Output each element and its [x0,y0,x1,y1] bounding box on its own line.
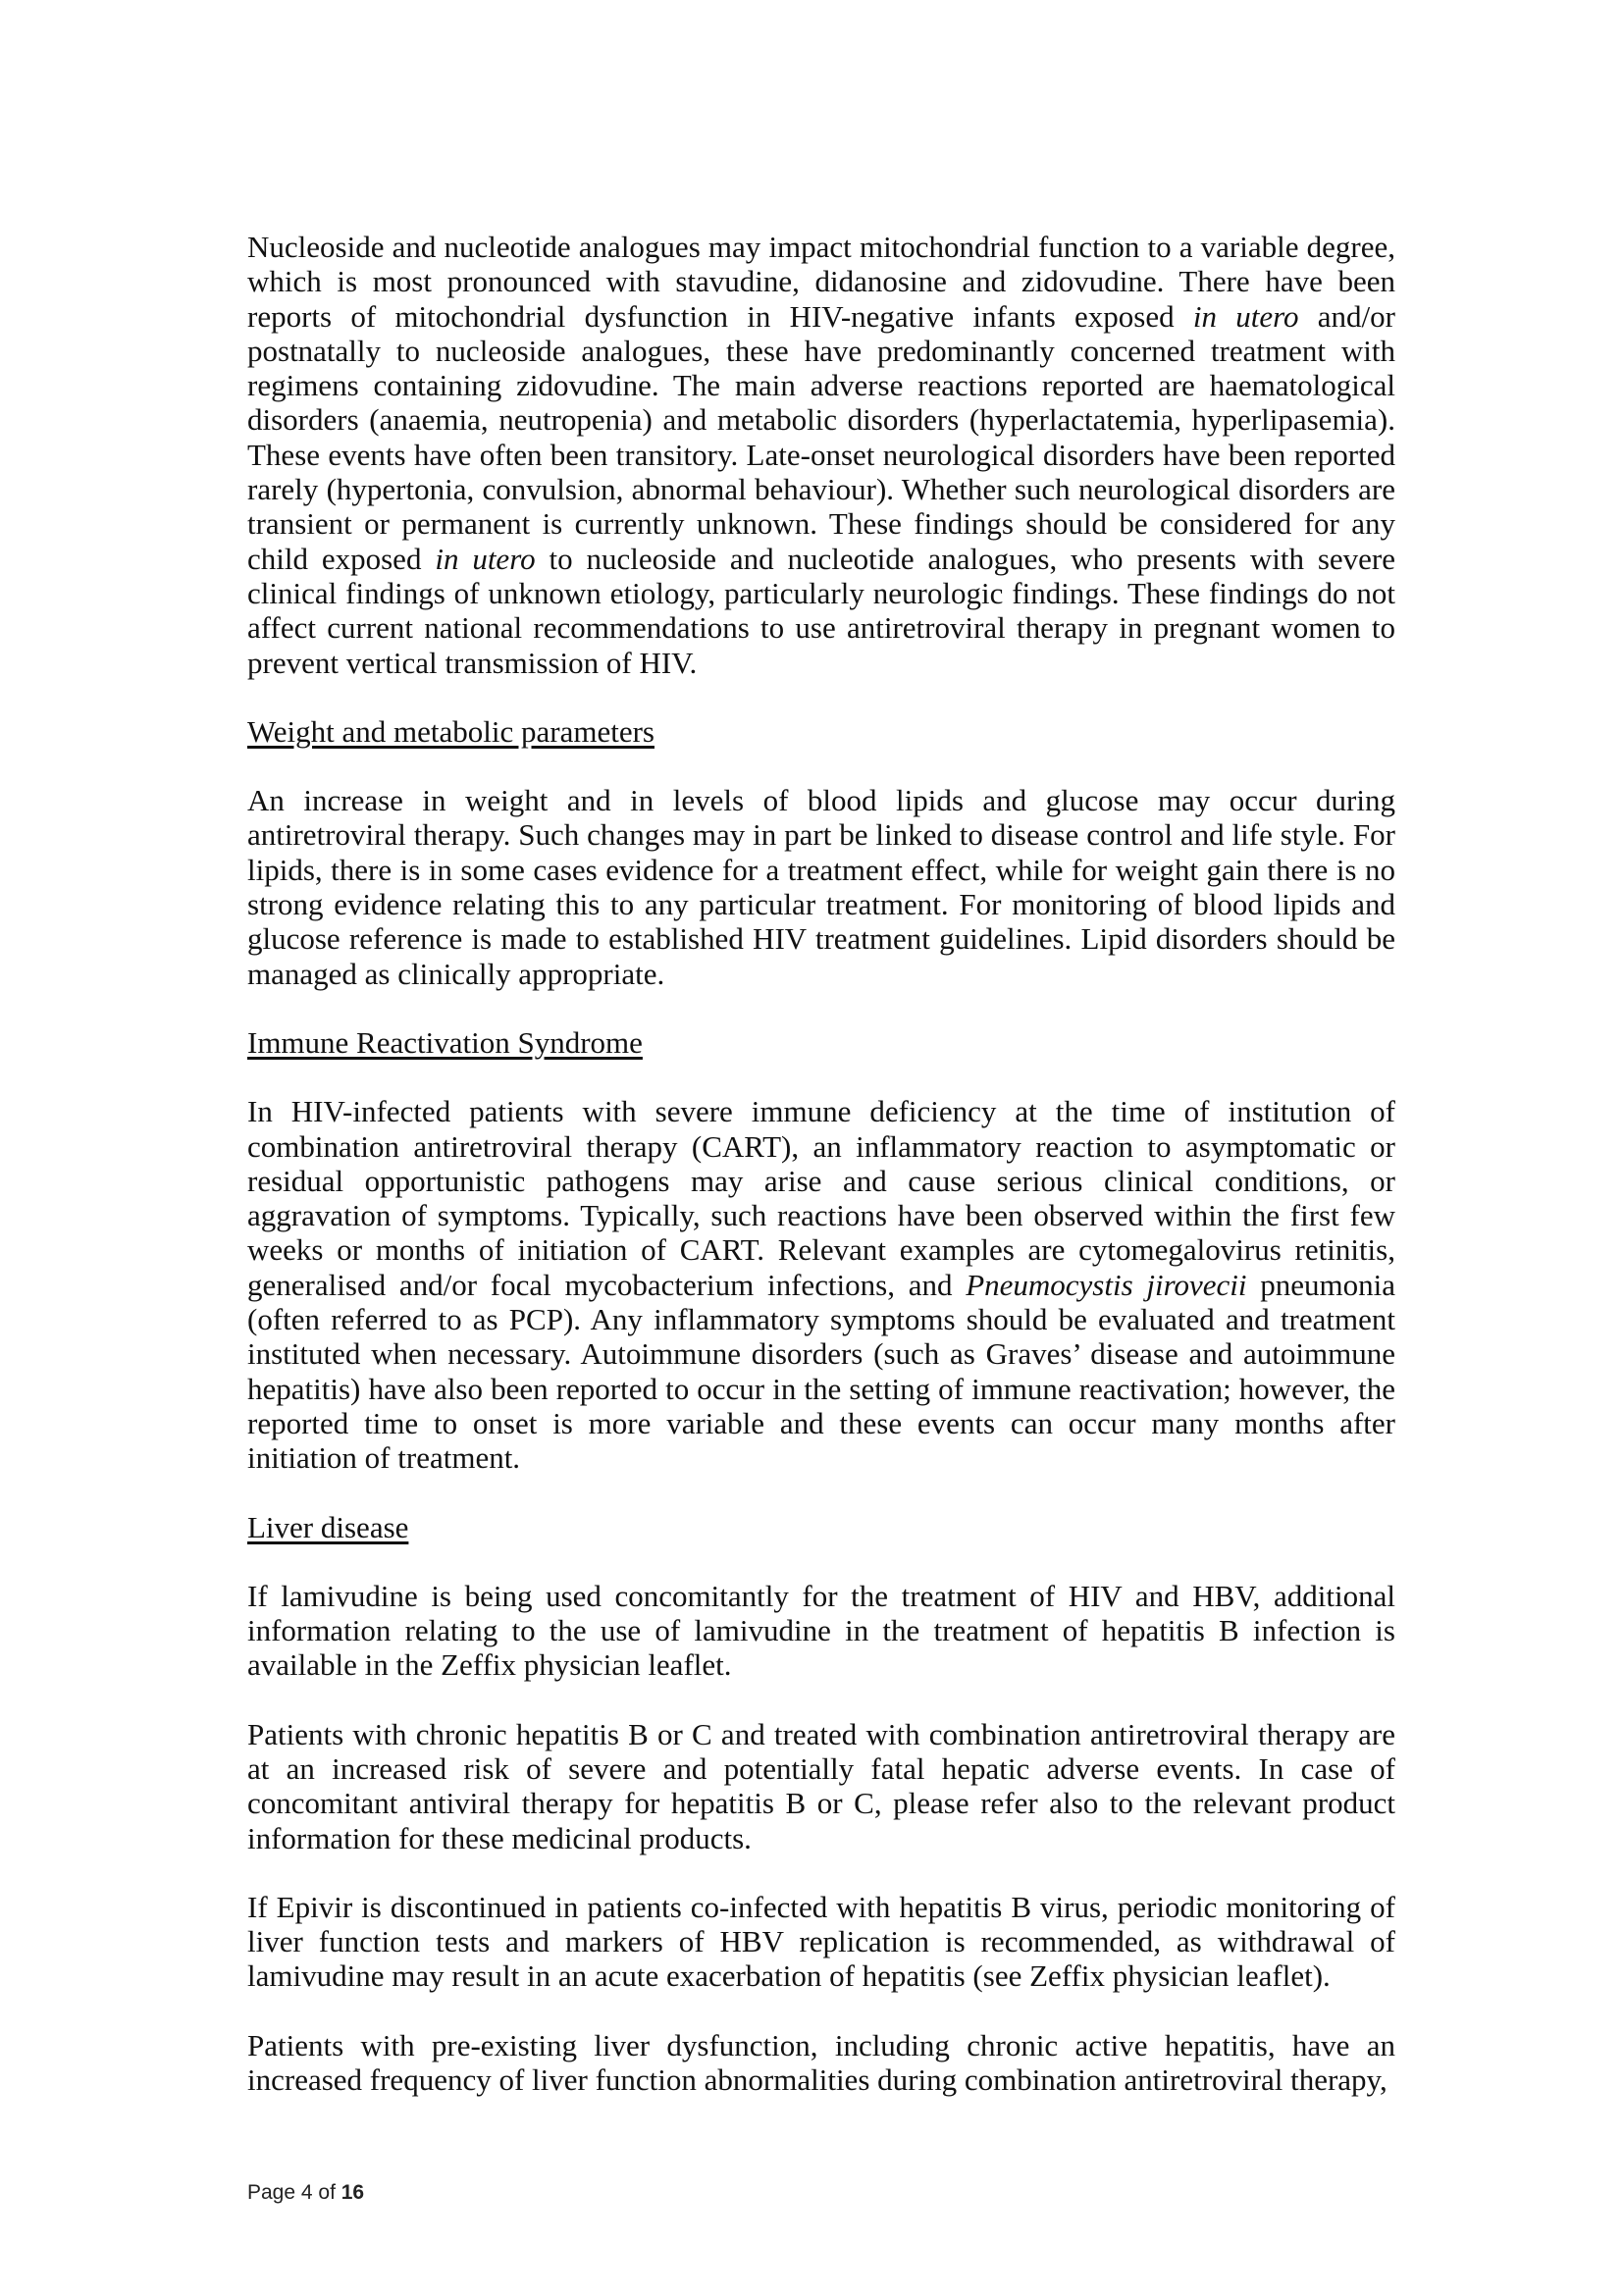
paragraph-mitochondrial-function [247,230,1395,680]
paragraph-liver-2: Patients with chronic hepatitis B or C and treated with combination antiretroviral therapy are at an increased risk of severe and potentially fatal hepatic adverse events. In case of concomitant antiviral therapy for hepatitis B or C, please refer also to the relevant product information for these medicinal products. [247,1716,1395,1855]
italic-term: in utero [1192,298,1299,334]
page-body [247,230,1395,2131]
italic-term: Pneumocystis jirovecii [966,1267,1247,1302]
text-run: pneumonia (often referred to as PCP). Any inflammatory symptoms should be evaluated and treatment instituted when necessary. Autoimmune disorders (such as Graves’ disease and autoimmune hepatitis) have also been reported to occur in the setting of immune reactivation; however, the reported time to onset is more variable and these events can occur many months after initiation of treatment. [247,1267,1395,1476]
section-heading-weight: Weight and metabolic parameters [247,713,654,749]
section-heading-liver: Liver disease [247,1509,409,1544]
text-run: and/or postnatally to nucleoside analogues, these have predominantly concerned treatment with regimens containing zidovudine. The main adverse reactions reported are haematological disorders (anaemia, neutropenia) and metabolic disorders (hyperlactatemia, hyperlipasemia). These events have often been transitory. Late-onset neurological disorders have been reported rarely (hypertonia, convulsion, abnormal behaviour). Whether such neurological disorders are transient or permanent is currently unknown. These findings should be considered for any child exposed [247,298,1395,576]
text-run: to nucleoside and nucleotide analogues, who presents with severe clinical findings of unknown etiology, particularly neurologic findings. These findings do not affect current national recommendations to use antiretroviral therapy in pregnant women to prevent vertical transmission of HIV. [247,541,1395,680]
paragraph-liver-1: If lamivudine is being used concomitantly for the treatment of HIV and HBV, additional information relating to the use of lamivudine in the treatment of hepatitis B infection is available in the Zeffix physician leaflet. [247,1578,1395,1683]
paragraph-weight-metabolic: An increase in weight and in levels of blood lipids and glucose may occur during antiretroviral therapy. Such changes may in part be linked to disease control and life style. For lipids, there is in some cases evidence for a treatment effect, while for weight gain there is no strong evidence relating this to any particular treatment. For monitoring of blood lipids and glucose reference is made to established HIV treatment guidelines. Lipid disorders should be managed as clinically appropriate. [247,783,1395,991]
paragraph-liver-3: If Epivir is discontinued in patients co-infected with hepatitis B virus, periodic monitoring of liver function tests and markers of HBV replication is recommended, as withdrawal of lamivudine may result in an acute exacerbation of hepatitis (see Zeffix physician leaflet). [247,1889,1395,1994]
paragraph-immune-reactivation [247,1094,1395,1475]
page-number-total: 16 [340,2181,365,2204]
page-number [247,2181,364,2205]
section-heading-immune: Immune Reactivation Syndrome [247,1024,643,1060]
paragraph-liver-4: Patients with pre-existing liver dysfunction, including chronic active hepatitis, have an increased frequency of liver function abnormalities during combination antiretroviral therapy, [247,2027,1395,2098]
text-run: Nucleoside and nucleotide analogues may impact mitochondrial function to a variable degree, which is most pronounced with stavudine, didanosine and zidovudine. There have been reports of mitochondrial dysfunction in HIV-negative infants exposed [247,230,1395,334]
text-run: In HIV-infected patients with severe immune deficiency at the time of institution of combination antiretroviral therapy (CART), an inflammatory reaction to asymptomatic or residual opportunistic pathogens may arise and cause serious clinical conditions, or aggravation of symptoms. Typically, such reactions have been observed within the first few weeks or months of initiation of CART. Relevant examples are cytomegalovirus retinitis, generalised and/or focal mycobacterium infections, and [247,1094,1395,1302]
page-number-prefix: Page 4 of [247,2181,341,2204]
italic-term: in utero [435,541,536,576]
